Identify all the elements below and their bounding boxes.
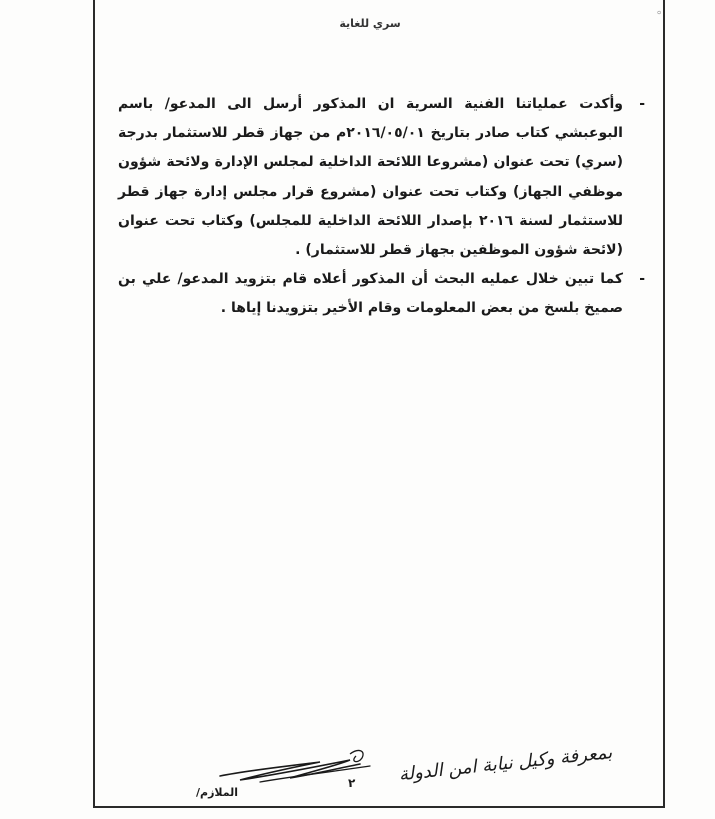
scan-border-left xyxy=(93,0,95,808)
scan-border-bottom xyxy=(93,806,665,808)
handwritten-note: بمعرفة وكيل نيابة امن الدولة xyxy=(397,742,614,786)
document-body xyxy=(118,90,645,324)
paragraph-text: وأكدت عملياتنا الفنية السرية ان المذكور أرسل الى المدعو/ باسم البوعبشي كتاب صادر بتاريخ ٢٠١٦/٠٥/٠١م من جهاز قطر للاستثمار بدرجة (سري) تحت عنوان (مشروعا اللائحة الداخلية لمجلس الإدارة ولائحة شؤون موظفي الجهاز) وكتاب تحت عنوان (مشروع قرار مجلس إدارة جهاز قطر للاستثمار لسنة ٢٠١٦ بإصدار اللائحة الداخلية للمجلس) وكتاب تحت عنوان (لائحة شؤون الموظفين بجهاز قطر للاستثمار) . xyxy=(118,96,623,259)
corner-mark: ◦ xyxy=(651,9,665,16)
bullet-marker: - xyxy=(639,96,645,112)
page-number: ٢ xyxy=(348,776,356,790)
scan-border-right xyxy=(663,0,665,808)
officer-label: الملازم/ xyxy=(196,786,239,799)
classification-header: سري للغاية xyxy=(339,17,401,30)
bullet-marker: - xyxy=(639,271,645,288)
paragraph-2 xyxy=(118,265,645,323)
paragraph-text: كما تبين خلال عمليه البحث أن المذكور أعلاه قام بتزويد المدعو/ علي بن صميخ بلسخ من بعض المعلومات وقام الأخير بتزويدنا إياها . xyxy=(118,271,623,317)
paragraph-1 xyxy=(118,90,645,265)
